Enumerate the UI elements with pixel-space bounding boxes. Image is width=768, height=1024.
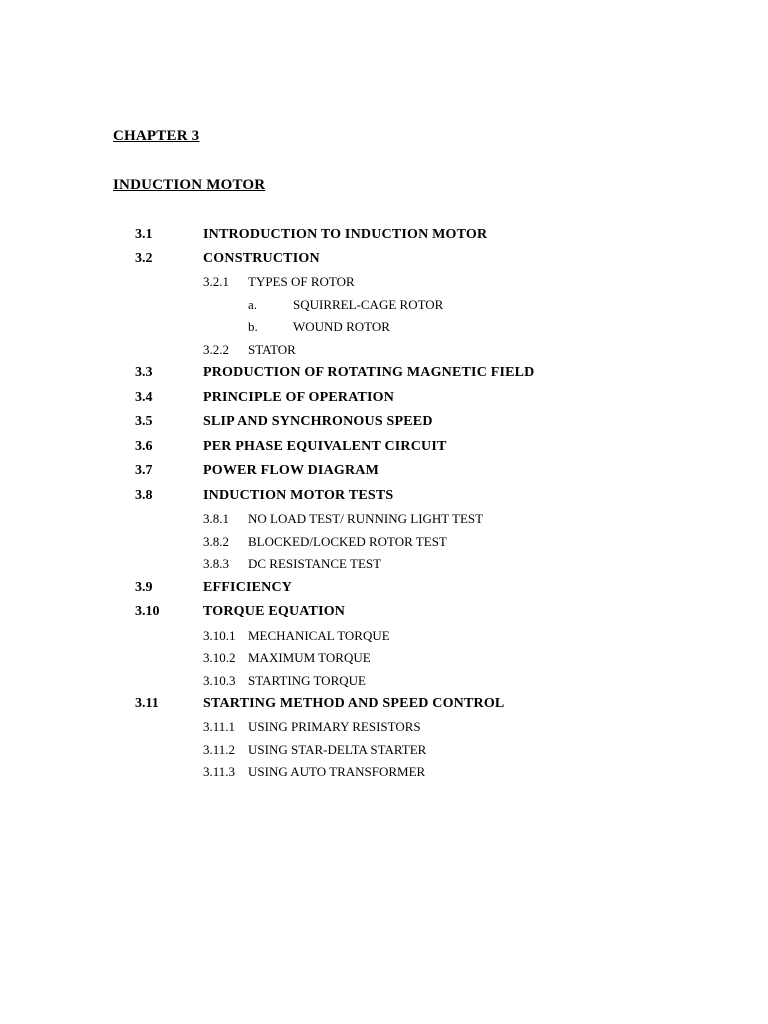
toc-number: 3.2.1 [203,274,229,289]
toc-number: a. [248,297,258,312]
toc-number: b. [248,319,258,334]
toc-number: 3.11.1 [203,719,236,734]
toc-text: SQUIRREL-CAGE ROTOR [293,297,444,312]
toc-text: WOUND ROTOR [293,319,390,334]
toc-number: 3.5 [135,414,153,429]
toc-text: TORQUE EQUATION [203,604,346,619]
toc-number: 3.2 [135,251,153,266]
toc-text: STARTING TORQUE [248,673,366,688]
toc-number: 3.10.3 [203,673,236,688]
toc-number: 3.11 [135,696,159,711]
toc-number: 3.4 [135,390,153,405]
toc-text: TYPES OF ROTOR [248,274,355,289]
toc-number: 3.6 [135,439,153,454]
toc-number: 3.8.1 [203,511,229,526]
toc-number: 3.8.2 [203,534,229,549]
toc-text: SLIP AND SYNCHRONOUS SPEED [203,414,433,429]
toc-number: 3.3 [135,365,153,380]
toc-number: 3.2.2 [203,342,229,357]
toc-number: 3.1 [135,227,153,242]
chapter-heading: CHAPTER 3 [113,128,200,144]
toc-text: STATOR [248,342,296,357]
toc-text: BLOCKED/LOCKED ROTOR TEST [248,534,447,549]
toc-text: USING AUTO TRANSFORMER [248,764,426,779]
toc-text: CONSTRUCTION [203,251,320,266]
chapter-title: INDUCTION MOTOR [113,177,266,193]
toc-text: DC RESISTANCE TEST [248,556,382,571]
toc-text: STARTING METHOD AND SPEED CONTROL [203,696,505,711]
toc-text: PRINCIPLE OF OPERATION [203,390,395,405]
toc-number: 3.11.3 [203,764,236,779]
toc-text: NO LOAD TEST/ RUNNING LIGHT TEST [248,511,484,526]
toc-number: 3.9 [135,580,153,595]
toc-text: INDUCTION MOTOR TESTS [203,488,394,503]
toc-text: MECHANICAL TORQUE [248,628,390,643]
toc-text: USING PRIMARY RESISTORS [248,719,421,734]
toc-number: 3.10.1 [203,628,236,643]
toc-text: MAXIMUM TORQUE [248,650,371,665]
toc-number: 3.10 [135,604,160,619]
toc-text: POWER FLOW DIAGRAM [203,463,380,478]
toc-text: USING STAR-DELTA STARTER [248,742,427,757]
toc-number: 3.8.3 [203,556,229,571]
toc-text: PER PHASE EQUIVALENT CIRCUIT [203,439,447,454]
toc-text: EFFICIENCY [203,580,293,595]
toc-text: INTRODUCTION TO INDUCTION MOTOR [203,227,488,242]
toc-number: 3.8 [135,488,153,503]
toc-text: PRODUCTION OF ROTATING MAGNETIC FIELD [203,365,535,380]
toc-number: 3.10.2 [203,650,236,665]
toc-number: 3.7 [135,463,153,478]
toc-number: 3.11.2 [203,742,236,757]
